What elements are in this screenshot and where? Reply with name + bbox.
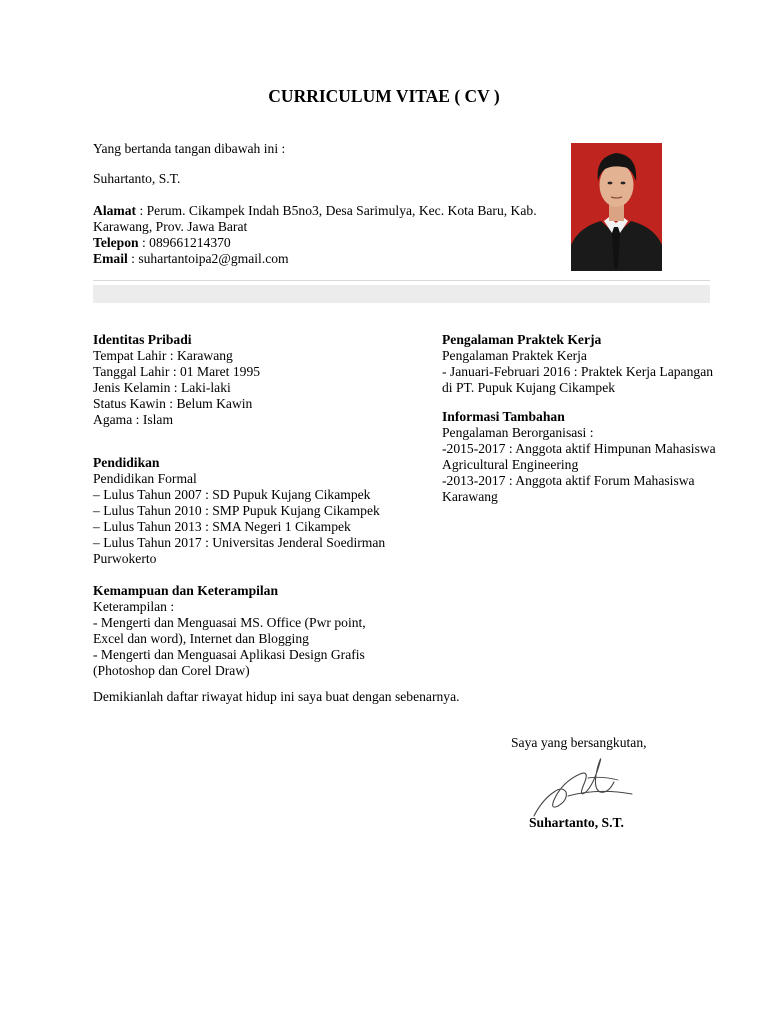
profile-photo-illustration	[571, 143, 662, 271]
address-line	[93, 203, 563, 235]
tambahan-line: Karawang	[442, 489, 498, 504]
identitas-line: Jenis Kelamin : Laki-laki	[93, 380, 231, 395]
closing-text: Saya yang bersangkutan,	[511, 735, 647, 750]
section-band	[93, 285, 710, 303]
contact-block	[93, 203, 563, 267]
applicant-name: Suhartanto, S.T.	[93, 171, 181, 186]
pendidikan-line: – Lulus Tahun 2007 : SD Pupuk Kujang Cikampek	[93, 487, 371, 502]
pendidikan-section	[93, 455, 413, 567]
identitas-line: Tanggal Lahir : 01 Maret 1995	[93, 364, 261, 379]
pendidikan-line: Pendidikan Formal	[93, 471, 197, 486]
praktek-line: - Januari-Februari 2016 : Praktek Kerja Lapangan	[442, 364, 714, 379]
tambahan-section	[442, 409, 742, 505]
kemampuan-section	[93, 583, 413, 679]
declaration-text: Demikianlah daftar riwayat hidup ini saya buat dengan sebenarnya.	[93, 689, 460, 704]
tambahan-line: Pengalaman Berorganisasi :	[442, 425, 594, 440]
tambahan-line: -2013-2017 : Anggota aktif Forum Mahasiswa	[442, 473, 695, 488]
address-label: Alamat	[93, 203, 137, 218]
kemampuan-line: - Mengerti dan Menguasai Aplikasi Design Grafis	[93, 647, 365, 662]
profile-photo	[571, 143, 662, 271]
pendidikan-line: – Lulus Tahun 2010 : SMP Pupuk Kujang Cikampek	[93, 503, 380, 518]
praktek-line: Pengalaman Praktek Kerja	[442, 348, 587, 363]
tambahan-line: Agricultural Engineering	[442, 457, 579, 472]
phone-value: : 089661214370	[138, 235, 231, 250]
signer-name: Suhartanto, S.T.	[529, 815, 624, 830]
email-label: Email	[93, 251, 128, 266]
pendidikan-heading: Pendidikan	[93, 455, 160, 470]
kemampuan-heading: Kemampuan dan Keterampilan	[93, 583, 279, 598]
identitas-heading: Identitas Pribadi	[93, 332, 192, 347]
kemampuan-line: - Mengerti dan Menguasai MS. Office (Pwr point,	[93, 615, 366, 630]
phone-line	[93, 235, 563, 251]
pendidikan-line: Purwokerto	[93, 551, 157, 566]
intro-text: Yang bertanda tangan dibawah ini :	[93, 141, 286, 156]
address-value: : Perum. Cikampek Indah B5no3, Desa Sarimulya, Kec. Kota Baru, Kab. Karawang, Prov. Jawa Barat	[93, 203, 537, 234]
identitas-section	[93, 332, 413, 428]
kemampuan-line: Keterampilan :	[93, 599, 175, 614]
handwritten-signature	[528, 748, 638, 820]
tambahan-line: -2015-2017 : Anggota aktif Himpunan Mahasiswa	[442, 441, 716, 456]
pendidikan-line: – Lulus Tahun 2013 : SMA Negeri 1 Cikampek	[93, 519, 351, 534]
identitas-line: Status Kawin : Belum Kawin	[93, 396, 253, 411]
praktek-section	[442, 332, 742, 396]
identitas-line: Agama : Islam	[93, 412, 174, 427]
identitas-line: Tempat Lahir : Karawang	[93, 348, 233, 363]
tambahan-heading: Informasi Tambahan	[442, 409, 565, 424]
kemampuan-line: (Photoshop dan Corel Draw)	[93, 663, 250, 678]
divider-line	[93, 280, 710, 281]
email-value: : suhartantoipa2@gmail.com	[127, 251, 289, 266]
pendidikan-line: – Lulus Tahun 2017 : Universitas Jenderal Soedirman	[93, 535, 386, 550]
praktek-heading: Pengalaman Praktek Kerja	[442, 332, 602, 347]
kemampuan-line: Excel dan word), Internet dan Blogging	[93, 631, 309, 646]
email-line	[93, 251, 563, 267]
praktek-line: di PT. Pupuk Kujang Cikampek	[442, 380, 616, 395]
phone-label: Telepon	[93, 235, 139, 250]
document-title: CURRICULUM VITAE ( CV )	[268, 86, 500, 106]
signature-drawing	[528, 748, 638, 820]
